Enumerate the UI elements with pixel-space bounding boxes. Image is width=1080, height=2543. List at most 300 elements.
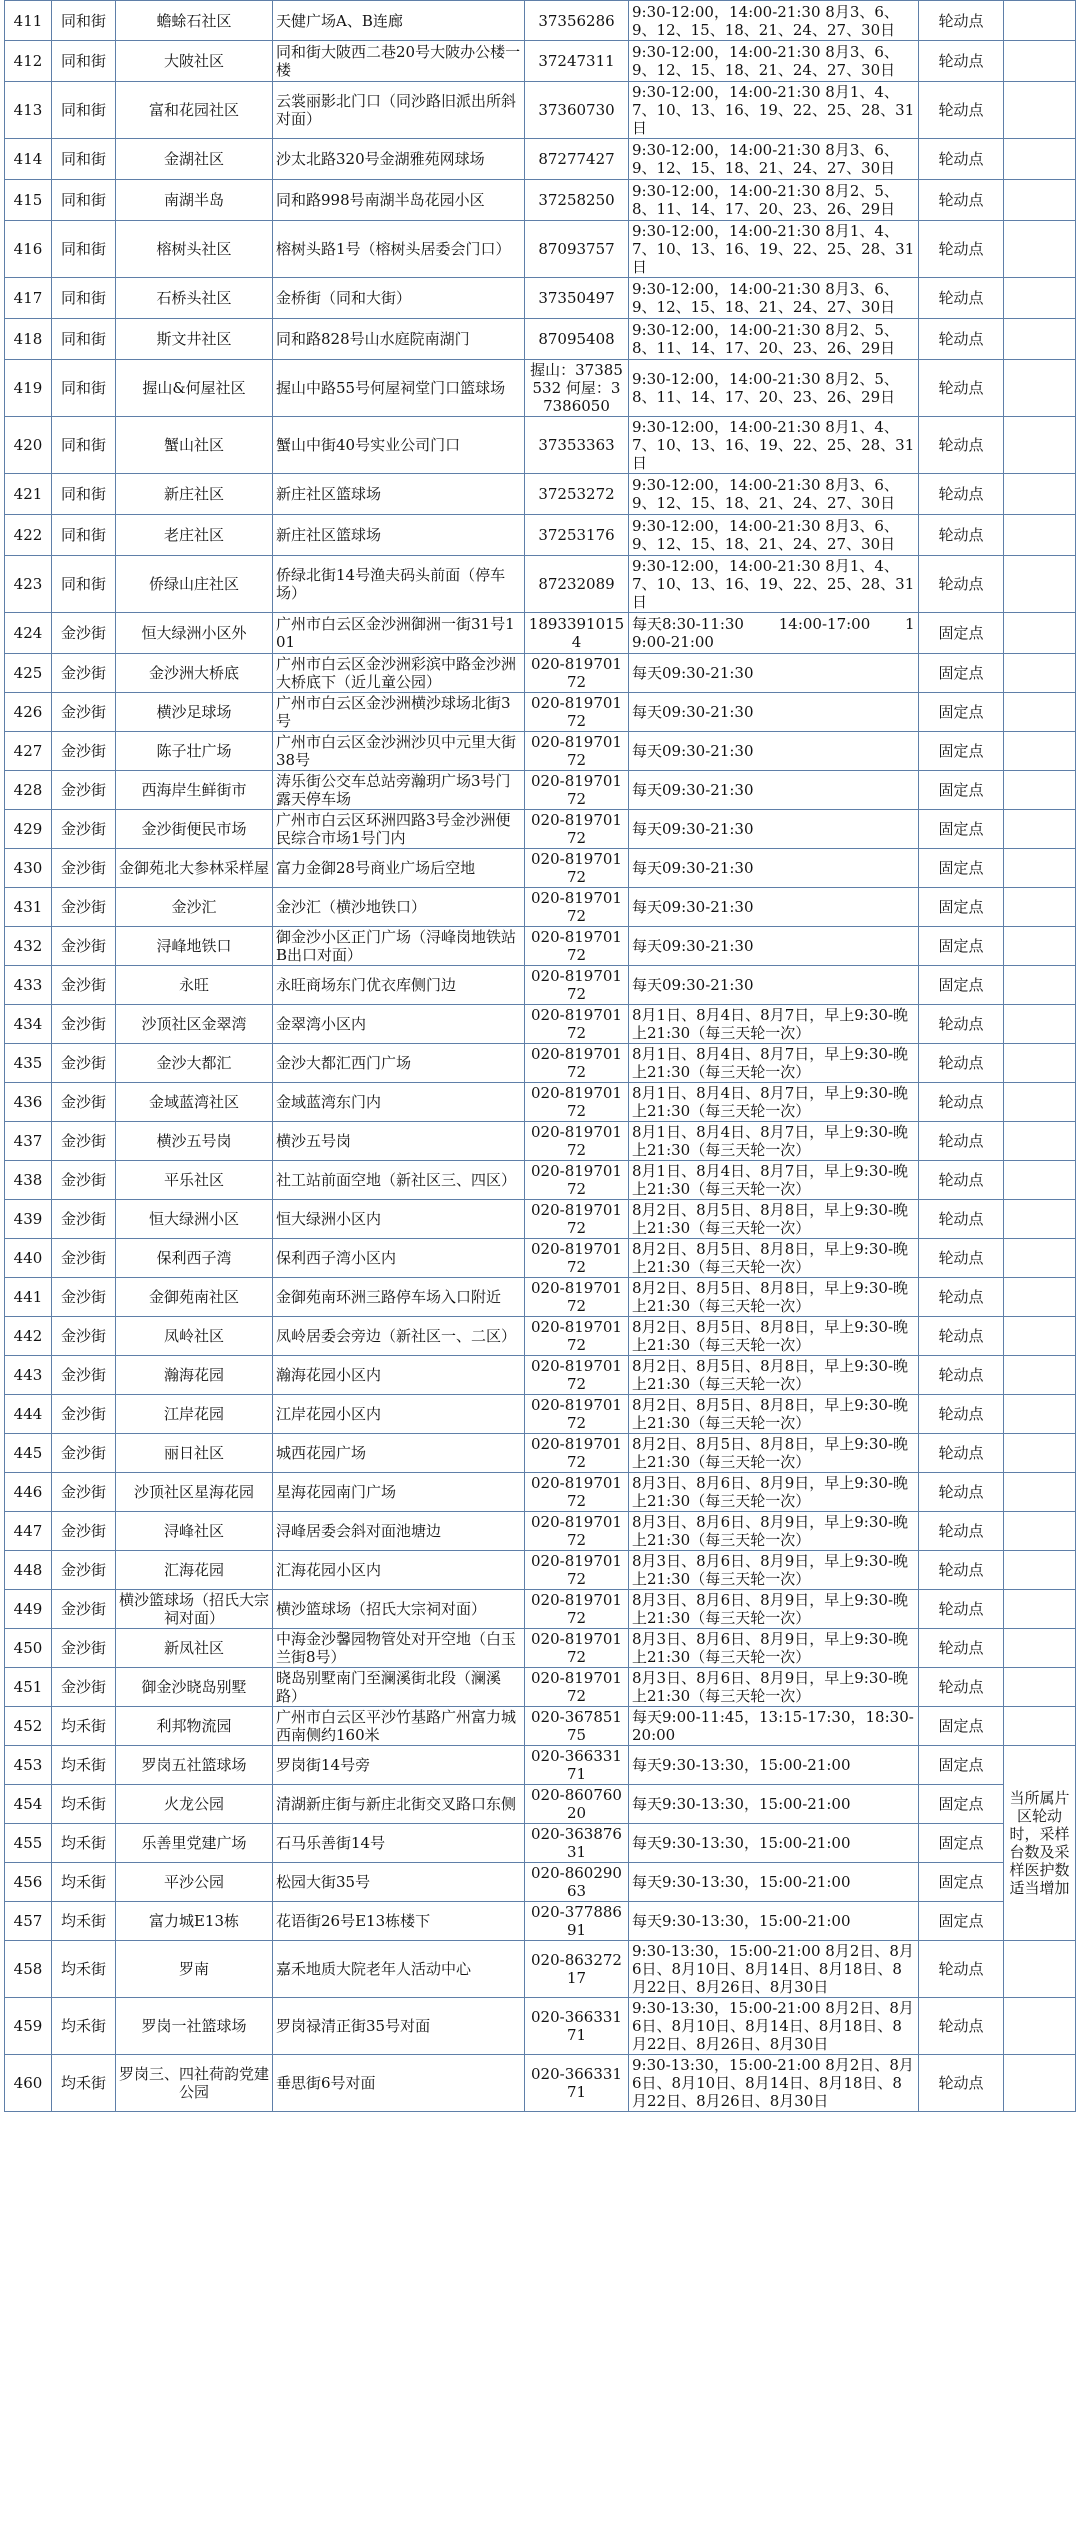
table-row xyxy=(5,1278,1076,1317)
cell-hours: 8月3日、8月6日、8月9日，早上9:30-晚上21:30（每三天轮一次） xyxy=(629,1590,919,1629)
cell-address: 清湖新庄街与新庄北街交叉路口东侧 xyxy=(273,1785,525,1824)
cell-street: 金沙街 xyxy=(52,1512,116,1551)
cell-hours: 每天09:30-21:30 xyxy=(629,966,919,1005)
cell-address: 同和路998号南湖半岛花园小区 xyxy=(273,180,525,221)
cell-hours: 9:30-13:30，15:00-21:00 8月2日、8月6日、8月10日、8月14日、8月18日、8月22日、8月26日、8月30日 xyxy=(629,1998,919,2055)
cell-phone: 020-81970172 xyxy=(525,1278,629,1317)
cell-street: 金沙街 xyxy=(52,1473,116,1512)
cell-address: 金沙大都汇西门广场 xyxy=(273,1044,525,1083)
cell-street: 同和街 xyxy=(52,474,116,515)
cell-hours: 8月1日、8月4日、8月7日，早上9:30-晚上21:30（每三天轮一次） xyxy=(629,1044,919,1083)
table-row xyxy=(5,474,1076,515)
cell-address: 金域蓝湾东门内 xyxy=(273,1083,525,1122)
cell-address: 涛乐街公交车总站旁瀚玥广场3号门露天停车场 xyxy=(273,771,525,810)
cell-site-type: 轮动点 xyxy=(919,1941,1004,1998)
cell-site-name: 横沙篮球场（招氏大宗祠对面） xyxy=(116,1590,273,1629)
cell-street: 金沙街 xyxy=(52,654,116,693)
cell-phone: 020-81970172 xyxy=(525,1473,629,1512)
cell-site-name: 新凤社区 xyxy=(116,1629,273,1668)
cell-number: 424 xyxy=(5,613,52,654)
cell-hours: 每天09:30-21:30 xyxy=(629,888,919,927)
cell-note xyxy=(1004,1434,1076,1473)
cell-site-name: 平乐社区 xyxy=(116,1161,273,1200)
cell-street: 均禾街 xyxy=(52,1707,116,1746)
cell-address: 恒大绿洲小区内 xyxy=(273,1200,525,1239)
cell-site-name: 榕树头社区 xyxy=(116,221,273,278)
cell-hours: 9:30-13:30，15:00-21:00 8月2日、8月6日、8月10日、8月14日、8月18日、8月22日、8月26日、8月30日 xyxy=(629,2055,919,2112)
cell-address: 广州市白云区环洲四路3号金沙洲便民综合市场1号门内 xyxy=(273,810,525,849)
cell-hours: 每天09:30-21:30 xyxy=(629,654,919,693)
cell-site-name: 江岸花园 xyxy=(116,1395,273,1434)
cell-phone: 020-81970172 xyxy=(525,1668,629,1707)
cell-address: 金翠湾小区内 xyxy=(273,1005,525,1044)
cell-street: 同和街 xyxy=(52,1,116,41)
cell-note xyxy=(1004,1356,1076,1395)
cell-hours: 9:30-12:00，14:00-21:30 8月1、4、7、10、13、16、19、22、25、28、31日 xyxy=(629,82,919,139)
cell-note xyxy=(1004,1707,1076,1746)
cell-phone: 020-81970172 xyxy=(525,1629,629,1668)
cell-site-type: 轮动点 xyxy=(919,1044,1004,1083)
cell-street: 金沙街 xyxy=(52,1590,116,1629)
cell-phone: 020-86076020 xyxy=(525,1785,629,1824)
cell-number: 438 xyxy=(5,1161,52,1200)
table-row xyxy=(5,966,1076,1005)
cell-site-type: 轮动点 xyxy=(919,319,1004,360)
cell-site-name: 金湖社区 xyxy=(116,139,273,180)
cell-number: 434 xyxy=(5,1005,52,1044)
cell-site-type: 轮动点 xyxy=(919,515,1004,556)
cell-address: 江岸花园小区内 xyxy=(273,1395,525,1434)
cell-phone: 37247311 xyxy=(525,41,629,82)
cell-site-name: 永旺 xyxy=(116,966,273,1005)
table-row xyxy=(5,515,1076,556)
cell-site-type: 轮动点 xyxy=(919,1434,1004,1473)
cell-phone: 020-36633171 xyxy=(525,1998,629,2055)
cell-hours: 8月2日、8月5日、8月8日，早上9:30-晚上21:30（每三天轮一次） xyxy=(629,1239,919,1278)
cell-site-name: 罗岗五社篮球场 xyxy=(116,1746,273,1785)
cell-hours: 8月3日、8月6日、8月9日，早上9:30-晚上21:30（每三天轮一次） xyxy=(629,1512,919,1551)
cell-number: 417 xyxy=(5,278,52,319)
cell-site-type: 轮动点 xyxy=(919,360,1004,417)
cell-number: 449 xyxy=(5,1590,52,1629)
cell-site-type: 固定点 xyxy=(919,732,1004,771)
cell-phone: 020-36387631 xyxy=(525,1824,629,1863)
cell-street: 金沙街 xyxy=(52,1083,116,1122)
cell-phone: 020-37788691 xyxy=(525,1902,629,1941)
cell-site-name: 金御苑南社区 xyxy=(116,1278,273,1317)
table-row xyxy=(5,41,1076,82)
table-row xyxy=(5,1746,1076,1785)
cell-site-name: 丽日社区 xyxy=(116,1434,273,1473)
cell-note xyxy=(1004,654,1076,693)
cell-note xyxy=(1004,1083,1076,1122)
table-row xyxy=(5,82,1076,139)
cell-site-type: 轮动点 xyxy=(919,82,1004,139)
cell-hours: 每天8:30-11:30 14:00-17:00 19:00-21:00 xyxy=(629,613,919,654)
cell-number: 431 xyxy=(5,888,52,927)
cell-number: 444 xyxy=(5,1395,52,1434)
cell-phone: 020-36633171 xyxy=(525,1746,629,1785)
cell-street: 金沙街 xyxy=(52,771,116,810)
cell-site-name: 汇海花园 xyxy=(116,1551,273,1590)
table-row xyxy=(5,1824,1076,1863)
cell-site-name: 陈子壮广场 xyxy=(116,732,273,771)
cell-number: 450 xyxy=(5,1629,52,1668)
cell-site-name: 握山&何屋社区 xyxy=(116,360,273,417)
cell-note xyxy=(1004,1551,1076,1590)
cell-phone: 020-81970172 xyxy=(525,1044,629,1083)
cell-site-type: 固定点 xyxy=(919,693,1004,732)
cell-street: 金沙街 xyxy=(52,927,116,966)
table-row xyxy=(5,1941,1076,1998)
cell-phone: 020-81970172 xyxy=(525,1200,629,1239)
cell-site-type: 轮动点 xyxy=(919,1239,1004,1278)
cell-note xyxy=(1004,417,1076,474)
cell-street: 均禾街 xyxy=(52,1941,116,1998)
cell-address: 浔峰居委会斜对面池塘边 xyxy=(273,1512,525,1551)
cell-hours: 9:30-12:00，14:00-21:30 8月3、6、9、12、15、18、21、24、27、30日 xyxy=(629,515,919,556)
table-row xyxy=(5,1629,1076,1668)
cell-note xyxy=(1004,1005,1076,1044)
cell-phone: 020-81970172 xyxy=(525,1161,629,1200)
cell-phone: 握山：37385532 何屋：37386050 xyxy=(525,360,629,417)
cell-phone: 020-81970172 xyxy=(525,966,629,1005)
cell-hours: 每天9:30-13:30，15:00-21:00 xyxy=(629,1746,919,1785)
cell-number: 420 xyxy=(5,417,52,474)
cell-hours: 9:30-12:00，14:00-21:30 8月1、4、7、10、13、16、19、22、25、28、31日 xyxy=(629,417,919,474)
cell-address: 富力金御28号商业广场后空地 xyxy=(273,849,525,888)
cell-hours: 9:30-12:00，14:00-21:30 8月3、6、9、12、15、18、21、24、27、30日 xyxy=(629,278,919,319)
cell-phone: 020-81970172 xyxy=(525,849,629,888)
cell-phone: 020-81970172 xyxy=(525,1512,629,1551)
cell-note xyxy=(1004,1473,1076,1512)
cell-phone: 18933910154 xyxy=(525,613,629,654)
cell-number: 422 xyxy=(5,515,52,556)
cell-phone: 020-81970172 xyxy=(525,1395,629,1434)
cell-street: 均禾街 xyxy=(52,1998,116,2055)
cell-hours: 8月3日、8月6日、8月9日，早上9:30-晚上21:30（每三天轮一次） xyxy=(629,1668,919,1707)
cell-note xyxy=(1004,41,1076,82)
cell-site-name: 火龙公园 xyxy=(116,1785,273,1824)
cell-number: 426 xyxy=(5,693,52,732)
cell-address: 广州市白云区金沙洲御洲一街31号101 xyxy=(273,613,525,654)
cell-address: 新庄社区篮球场 xyxy=(273,515,525,556)
cell-phone: 020-81970172 xyxy=(525,1551,629,1590)
cell-number: 425 xyxy=(5,654,52,693)
cell-address: 嘉禾地质大院老年人活动中心 xyxy=(273,1941,525,1998)
cell-site-name: 横沙足球场 xyxy=(116,693,273,732)
cell-site-type: 轮动点 xyxy=(919,1005,1004,1044)
cell-phone: 020-86029063 xyxy=(525,1863,629,1902)
cell-note xyxy=(1004,319,1076,360)
cell-site-type: 轮动点 xyxy=(919,2055,1004,2112)
cell-street: 同和街 xyxy=(52,139,116,180)
cell-note xyxy=(1004,1317,1076,1356)
cell-hours: 8月1日、8月4日、8月7日，早上9:30-晚上21:30（每三天轮一次） xyxy=(629,1005,919,1044)
cell-site-name: 金沙汇 xyxy=(116,888,273,927)
cell-street: 均禾街 xyxy=(52,1824,116,1863)
cell-address: 广州市白云区金沙洲彩滨中路金沙洲大桥底下（近儿童公园） xyxy=(273,654,525,693)
cell-address: 广州市白云区金沙洲沙贝中元里大街38号 xyxy=(273,732,525,771)
cell-merged-note: 当所属片区轮动时，采样台数及采样医护数适当增加 xyxy=(1004,1746,1076,1941)
cell-street: 同和街 xyxy=(52,515,116,556)
cell-address: 横沙五号岗 xyxy=(273,1122,525,1161)
cell-phone: 87277427 xyxy=(525,139,629,180)
cell-number: 437 xyxy=(5,1122,52,1161)
cell-number: 427 xyxy=(5,732,52,771)
cell-hours: 9:30-12:00，14:00-21:30 8月2、5、8、11、14、17、20、23、26、29日 xyxy=(629,319,919,360)
cell-number: 441 xyxy=(5,1278,52,1317)
cell-hours: 9:30-12:00，14:00-21:30 8月1、4、7、10、13、16、19、22、25、28、31日 xyxy=(629,556,919,613)
cell-note xyxy=(1004,1122,1076,1161)
cell-address: 中海金沙馨园物管处对开空地（白玉兰街8号） xyxy=(273,1629,525,1668)
cell-site-type: 轮动点 xyxy=(919,1629,1004,1668)
table-row xyxy=(5,319,1076,360)
cell-note xyxy=(1004,849,1076,888)
cell-site-type: 固定点 xyxy=(919,1902,1004,1941)
cell-street: 金沙街 xyxy=(52,888,116,927)
cell-site-name: 富和花园社区 xyxy=(116,82,273,139)
cell-site-type: 轮动点 xyxy=(919,1122,1004,1161)
cell-street: 金沙街 xyxy=(52,1278,116,1317)
cell-site-type: 轮动点 xyxy=(919,1161,1004,1200)
cell-address: 侨绿北街14号渔夫码头前面（停车场） xyxy=(273,556,525,613)
cell-phone: 020-81970172 xyxy=(525,1590,629,1629)
cell-site-name: 斯文井社区 xyxy=(116,319,273,360)
cell-number: 459 xyxy=(5,1998,52,2055)
cell-hours: 8月2日、8月5日、8月8日，早上9:30-晚上21:30（每三天轮一次） xyxy=(629,1356,919,1395)
cell-number: 453 xyxy=(5,1746,52,1785)
cell-number: 457 xyxy=(5,1902,52,1941)
cell-street: 同和街 xyxy=(52,221,116,278)
table-row xyxy=(5,417,1076,474)
cell-site-type: 固定点 xyxy=(919,888,1004,927)
cell-number: 413 xyxy=(5,82,52,139)
cell-site-type: 轮动点 xyxy=(919,1317,1004,1356)
sampling-sites-table xyxy=(4,0,1076,2112)
cell-hours: 8月3日、8月6日、8月9日，早上9:30-晚上21:30（每三天轮一次） xyxy=(629,1473,919,1512)
cell-number: 436 xyxy=(5,1083,52,1122)
cell-site-name: 瀚海花园 xyxy=(116,1356,273,1395)
table-row xyxy=(5,1317,1076,1356)
cell-address: 广州市白云区平沙竹基路广州富力城西南侧约160米 xyxy=(273,1707,525,1746)
cell-site-name: 南湖半岛 xyxy=(116,180,273,221)
cell-hours: 9:30-12:00，14:00-21:30 8月1、4、7、10、13、16、19、22、25、28、31日 xyxy=(629,221,919,278)
cell-site-name: 罗南 xyxy=(116,1941,273,1998)
cell-site-type: 固定点 xyxy=(919,613,1004,654)
cell-street: 金沙街 xyxy=(52,1395,116,1434)
cell-street: 金沙街 xyxy=(52,1005,116,1044)
table-row xyxy=(5,1512,1076,1551)
cell-street: 同和街 xyxy=(52,41,116,82)
cell-street: 同和街 xyxy=(52,278,116,319)
cell-site-type: 固定点 xyxy=(919,1707,1004,1746)
cell-phone: 020-81970172 xyxy=(525,888,629,927)
cell-site-name: 金沙街便民市场 xyxy=(116,810,273,849)
cell-site-name: 罗岗三、四社荷韵党建公园 xyxy=(116,2055,273,2112)
cell-site-type: 固定点 xyxy=(919,1746,1004,1785)
cell-street: 均禾街 xyxy=(52,1746,116,1785)
cell-address: 天健广场A、B连廊 xyxy=(273,1,525,41)
cell-note xyxy=(1004,139,1076,180)
cell-phone: 020-36785175 xyxy=(525,1707,629,1746)
cell-phone: 37258250 xyxy=(525,180,629,221)
cell-site-type: 固定点 xyxy=(919,1785,1004,1824)
cell-note xyxy=(1004,1668,1076,1707)
table-row xyxy=(5,180,1076,221)
cell-site-type: 轮动点 xyxy=(919,1551,1004,1590)
cell-site-name: 沙顶社区星海花园 xyxy=(116,1473,273,1512)
cell-hours: 每天09:30-21:30 xyxy=(629,771,919,810)
cell-street: 均禾街 xyxy=(52,2055,116,2112)
cell-hours: 8月3日、8月6日、8月9日，早上9:30-晚上21:30（每三天轮一次） xyxy=(629,1629,919,1668)
cell-site-type: 轮动点 xyxy=(919,221,1004,278)
cell-hours: 8月2日、8月5日、8月8日，早上9:30-晚上21:30（每三天轮一次） xyxy=(629,1278,919,1317)
cell-note xyxy=(1004,360,1076,417)
cell-site-name: 恒大绿洲小区 xyxy=(116,1200,273,1239)
table-row xyxy=(5,732,1076,771)
cell-hours: 每天9:30-13:30，15:00-21:00 xyxy=(629,1824,919,1863)
cell-site-name: 保利西子湾 xyxy=(116,1239,273,1278)
cell-site-type: 固定点 xyxy=(919,1824,1004,1863)
cell-address: 金沙汇（横沙地铁口） xyxy=(273,888,525,927)
cell-street: 金沙街 xyxy=(52,849,116,888)
cell-address: 凤岭居委会旁边（新社区一、二区） xyxy=(273,1317,525,1356)
cell-note xyxy=(1004,1044,1076,1083)
cell-site-type: 固定点 xyxy=(919,966,1004,1005)
cell-address: 同和路828号山水庭院南湖门 xyxy=(273,319,525,360)
cell-number: 428 xyxy=(5,771,52,810)
cell-hours: 9:30-12:00，14:00-21:30 8月3、6、9、12、15、18、21、24、27、30日 xyxy=(629,41,919,82)
cell-hours: 每天9:00-11:45，13:15-17:30，18:30-20:00 xyxy=(629,1707,919,1746)
table-row xyxy=(5,360,1076,417)
cell-note xyxy=(1004,180,1076,221)
cell-note xyxy=(1004,771,1076,810)
cell-site-type: 轮动点 xyxy=(919,1278,1004,1317)
cell-number: 452 xyxy=(5,1707,52,1746)
cell-site-name: 老庄社区 xyxy=(116,515,273,556)
cell-phone: 37356286 xyxy=(525,1,629,41)
cell-note xyxy=(1004,732,1076,771)
cell-number: 415 xyxy=(5,180,52,221)
cell-note xyxy=(1004,556,1076,613)
table-row xyxy=(5,1785,1076,1824)
cell-note xyxy=(1004,1278,1076,1317)
cell-address: 横沙篮球场（招氏大宗祠对面） xyxy=(273,1590,525,1629)
cell-site-type: 固定点 xyxy=(919,1863,1004,1902)
cell-street: 金沙街 xyxy=(52,1161,116,1200)
cell-site-type: 轮动点 xyxy=(919,1512,1004,1551)
table-row xyxy=(5,1239,1076,1278)
cell-number: 414 xyxy=(5,139,52,180)
cell-note xyxy=(1004,613,1076,654)
cell-street: 同和街 xyxy=(52,556,116,613)
cell-address: 星海花园南门广场 xyxy=(273,1473,525,1512)
cell-number: 432 xyxy=(5,927,52,966)
cell-note xyxy=(1004,278,1076,319)
cell-hours: 9:30-12:00，14:00-21:30 8月3、6、9、12、15、18、21、24、27、30日 xyxy=(629,1,919,41)
cell-site-type: 轮动点 xyxy=(919,278,1004,319)
cell-address: 榕树头路1号（榕树头居委会门口） xyxy=(273,221,525,278)
cell-site-type: 轮动点 xyxy=(919,1998,1004,2055)
cell-number: 419 xyxy=(5,360,52,417)
cell-number: 448 xyxy=(5,1551,52,1590)
cell-note xyxy=(1004,474,1076,515)
cell-note xyxy=(1004,810,1076,849)
cell-address: 沙太北路320号金湖雅苑网球场 xyxy=(273,139,525,180)
table-row xyxy=(5,278,1076,319)
cell-street: 金沙街 xyxy=(52,613,116,654)
table-row xyxy=(5,1434,1076,1473)
table-row xyxy=(5,2055,1076,2112)
cell-site-type: 轮动点 xyxy=(919,1,1004,41)
cell-street: 金沙街 xyxy=(52,1200,116,1239)
cell-site-type: 轮动点 xyxy=(919,1473,1004,1512)
cell-hours: 每天09:30-21:30 xyxy=(629,732,919,771)
cell-street: 金沙街 xyxy=(52,966,116,1005)
cell-site-type: 轮动点 xyxy=(919,417,1004,474)
cell-address: 蟹山中街40号实业公司门口 xyxy=(273,417,525,474)
cell-site-name: 金御苑北大参林采样屋 xyxy=(116,849,273,888)
cell-street: 金沙街 xyxy=(52,810,116,849)
cell-street: 金沙街 xyxy=(52,1356,116,1395)
cell-number: 451 xyxy=(5,1668,52,1707)
cell-note xyxy=(1004,888,1076,927)
cell-site-type: 轮动点 xyxy=(919,1590,1004,1629)
cell-site-type: 轮动点 xyxy=(919,180,1004,221)
cell-street: 金沙街 xyxy=(52,693,116,732)
table-row xyxy=(5,556,1076,613)
cell-number: 423 xyxy=(5,556,52,613)
table-row xyxy=(5,1707,1076,1746)
cell-hours: 8月2日、8月5日、8月8日，早上9:30-晚上21:30（每三天轮一次） xyxy=(629,1434,919,1473)
cell-phone: 020-81970172 xyxy=(525,693,629,732)
cell-number: 446 xyxy=(5,1473,52,1512)
cell-site-name: 金域蓝湾社区 xyxy=(116,1083,273,1122)
cell-hours: 8月1日、8月4日、8月7日，早上9:30-晚上21:30（每三天轮一次） xyxy=(629,1122,919,1161)
cell-note xyxy=(1004,1395,1076,1434)
table-row xyxy=(5,1668,1076,1707)
cell-number: 455 xyxy=(5,1824,52,1863)
table-row xyxy=(5,771,1076,810)
table-row xyxy=(5,1551,1076,1590)
cell-number: 418 xyxy=(5,319,52,360)
cell-number: 447 xyxy=(5,1512,52,1551)
cell-site-name: 侨绿山庄社区 xyxy=(116,556,273,613)
cell-hours: 每天09:30-21:30 xyxy=(629,849,919,888)
cell-hours: 8月2日、8月5日、8月8日，早上9:30-晚上21:30（每三天轮一次） xyxy=(629,1317,919,1356)
cell-hours: 每天09:30-21:30 xyxy=(629,927,919,966)
cell-street: 金沙街 xyxy=(52,732,116,771)
cell-hours: 9:30-12:00，14:00-21:30 8月3、6、9、12、15、18、21、24、27、30日 xyxy=(629,474,919,515)
cell-street: 同和街 xyxy=(52,180,116,221)
cell-phone: 020-86327217 xyxy=(525,1941,629,1998)
cell-address: 松园大街35号 xyxy=(273,1863,525,1902)
cell-phone: 37253176 xyxy=(525,515,629,556)
cell-address: 垂思街6号对面 xyxy=(273,2055,525,2112)
cell-street: 同和街 xyxy=(52,82,116,139)
table-row xyxy=(5,1044,1076,1083)
cell-phone: 020-36633171 xyxy=(525,2055,629,2112)
cell-address: 花语街26号E13栋楼下 xyxy=(273,1902,525,1941)
cell-hours: 每天9:30-13:30，15:00-21:00 xyxy=(629,1863,919,1902)
cell-number: 440 xyxy=(5,1239,52,1278)
cell-address: 同和街大陂西二巷20号大陂办公楼一楼 xyxy=(273,41,525,82)
cell-hours: 9:30-13:30，15:00-21:00 8月2日、8月6日、8月10日、8月14日、8月18日、8月22日、8月26日、8月30日 xyxy=(629,1941,919,1998)
cell-site-type: 轮动点 xyxy=(919,1200,1004,1239)
cell-number: 458 xyxy=(5,1941,52,1998)
cell-site-name: 平沙公园 xyxy=(116,1863,273,1902)
